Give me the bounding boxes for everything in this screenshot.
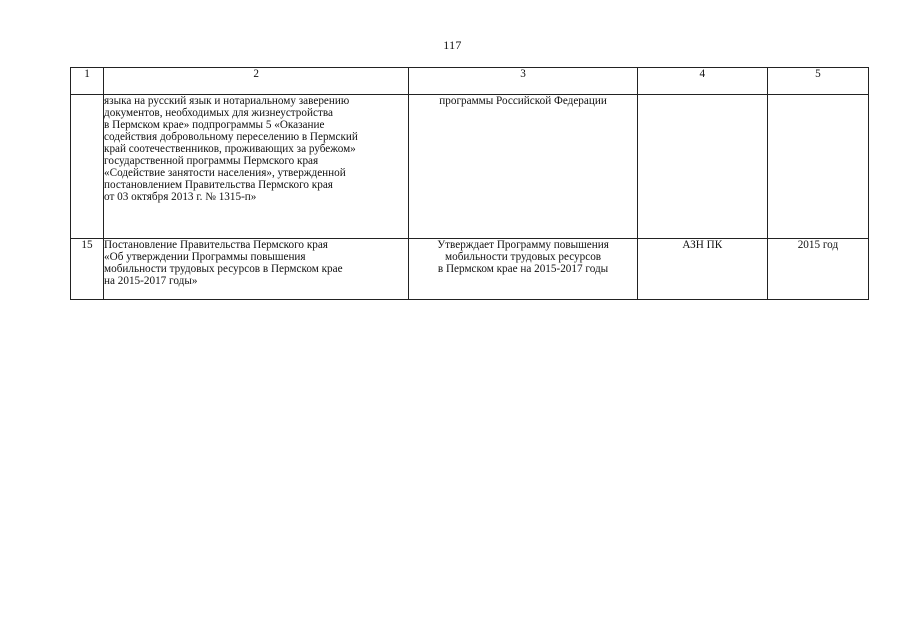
text-line: в Пермском крае» подпрограммы 5 «Оказание xyxy=(104,119,325,131)
table-row xyxy=(71,239,869,300)
text-line: «Содействие занятости населения», утвержденной xyxy=(104,167,346,179)
description-cell xyxy=(409,239,637,300)
text-line: край соотечественников, проживающих за рубежом» xyxy=(104,143,356,155)
text-line: мобильности трудовых ресурсов xyxy=(445,251,602,263)
text-line: постановлением Правительства Пермского края xyxy=(104,179,333,191)
text-line: программы Российской Федерации xyxy=(439,95,607,107)
description-cell xyxy=(409,95,637,239)
column-header-3: 3 xyxy=(409,68,637,95)
row-number xyxy=(71,95,104,239)
column-header-5: 5 xyxy=(767,68,868,95)
text-line: от 03 октября 2013 г. № 1315-п» xyxy=(104,191,257,203)
date-cell: 2015 год xyxy=(767,239,868,300)
text-line: Постановление Правительства Пермского края xyxy=(104,239,328,251)
text-line: языка на русский язык и нотариальному заверению xyxy=(104,95,350,107)
document-title-cell xyxy=(104,239,409,300)
table-row xyxy=(71,95,869,239)
text-line: в Пермском крае на 2015-2017 годы xyxy=(437,263,609,275)
text-line: Утверждает Программу повышения xyxy=(437,239,609,251)
text-line: «Об утверждении Программы повышения xyxy=(104,251,306,263)
document-table xyxy=(70,67,869,300)
page-number: 117 xyxy=(443,38,462,52)
table-header-row xyxy=(71,68,869,95)
document-title-cell xyxy=(104,95,409,239)
responsible-cell xyxy=(637,95,767,239)
column-header-4: 4 xyxy=(637,68,767,95)
text-line: мобильности трудовых ресурсов в Пермском крае xyxy=(104,263,343,275)
text-line: документов, необходимых для жизнеустройства xyxy=(104,107,333,119)
date-cell xyxy=(767,95,868,239)
responsible-cell: АЗН ПК xyxy=(637,239,767,300)
column-header-2: 2 xyxy=(104,68,409,95)
column-header-1: 1 xyxy=(71,68,104,95)
text-line: на 2015-2017 годы» xyxy=(104,275,198,287)
row-number: 15 xyxy=(71,239,104,300)
text-line: содействия добровольному переселению в Пермский xyxy=(104,131,358,143)
text-line: государственной программы Пермского края xyxy=(104,155,319,167)
